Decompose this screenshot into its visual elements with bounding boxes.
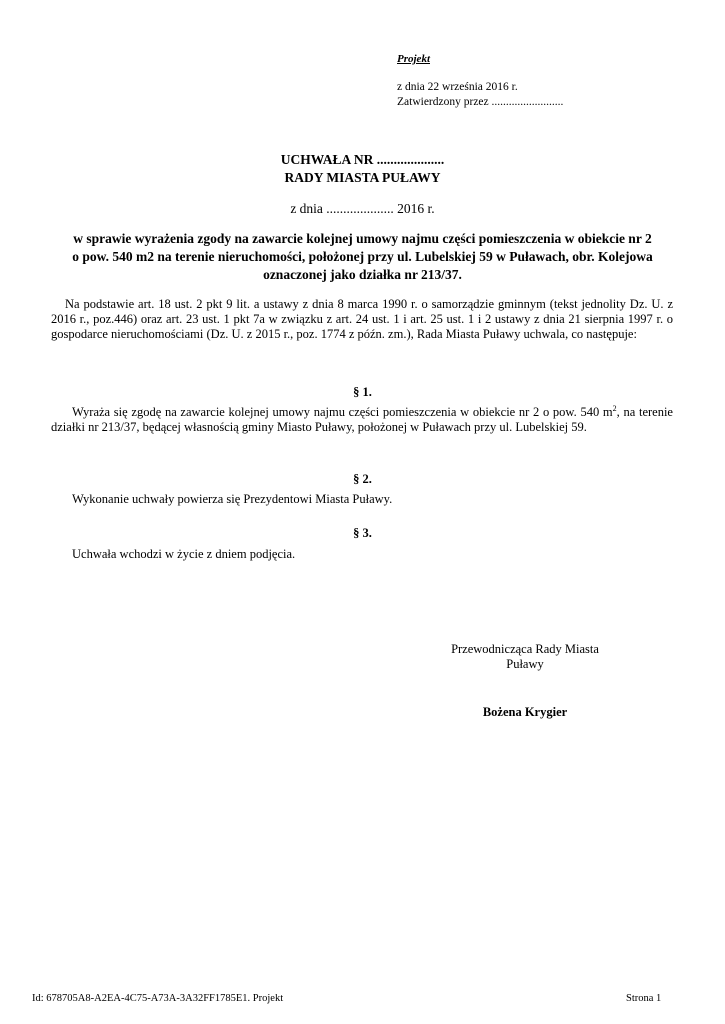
approved-by: Zatwierdzony przez ......................... (397, 96, 564, 108)
preamble (51, 297, 673, 342)
signature-role-line: Przewodnicząca Rady Miasta (451, 642, 599, 656)
subject-line: w sprawie wyrażenia zgody na zawarcie kolejnej umowy najmu części pomieszczenia w obiekcie nr 2 (73, 231, 652, 246)
signature-role-line: Puławy (506, 657, 544, 671)
section-3-text: Uchwała wchodzi w życie z dniem podjęcia. (72, 547, 296, 561)
council-name: RADY MIASTA PUŁAWY (284, 170, 441, 185)
section-1-text-part: Wyraża się zgodę na zawarcie kolejnej umowy najmu części pomieszczenia w obiekcie nr 2 o pow. 540 m (72, 405, 613, 419)
section-2-text: Wykonanie uchwały powierza się Prezydentowi Miasta Puławy. (72, 492, 393, 506)
section-1-heading: § 1. (353, 385, 372, 399)
draft-meta-block (397, 80, 657, 110)
section-1-text-part: , na terenie działki nr 213/37, będącej własnością gminy Miasto Puławy, położonej w Puławach przy ul. Lubelskiej 59. (51, 405, 673, 434)
subject-line: oznaczonej jako działka nr 213/37. (263, 267, 462, 282)
footer-page-number: Strona 1 (626, 993, 662, 1004)
section-3-heading: § 3. (353, 526, 372, 540)
resolution-title (0, 151, 725, 187)
signature-role (420, 642, 630, 672)
resolution-subject (60, 230, 665, 284)
footer-document-id: Id: 678705A8-A2EA-4C75-A73A-3A32FF1785E1. Projekt (32, 993, 284, 1004)
superscript: 2 (612, 403, 617, 413)
draft-date: z dnia 22 września 2016 r. (397, 81, 518, 93)
subject-line: o pow. 540 m2 na terenie nieruchomości, położonej przy ul. Lubelskiej 59 w Puławach, obr. Kolejowa (72, 249, 653, 264)
resolution-date: z dnia .................... 2016 r. (290, 201, 435, 216)
section-2-heading: § 2. (353, 472, 372, 486)
signatory-name: Bożena Krygier (482, 705, 568, 719)
resolution-number: UCHWAŁA NR .................... (280, 152, 445, 167)
projekt-label: Projekt (397, 53, 430, 65)
section-1-text (51, 405, 673, 435)
preamble-text: Na podstawie art. 18 ust. 2 pkt 9 lit. a ustawy z dnia 8 marca 1990 r. o samorządzie gminnym (tekst jednolity Dz. U. z 2016 r., poz.446) oraz art. 23 ust. 1 pkt 7a w związku z art. 24 ust. 1 i art. 25 ust. 1 i 2 ustawy z dnia 21 sierpnia 1997 r. o gospodarce nieruchomościami (Dz. U. z 2015 r., poz. 1774 z późn. zm.), Rada Miasta Puławy uchwala, co następuje: (51, 297, 673, 341)
